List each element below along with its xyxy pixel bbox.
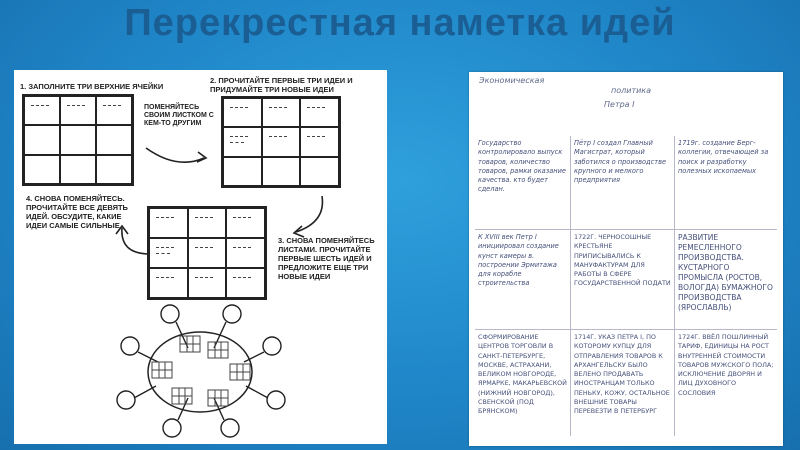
step-1-label: 1. ЗАПОЛНИТЕ ТРИ ВЕРХНИЕ ЯЧЕЙКИ bbox=[20, 82, 164, 91]
step-4-label: 4. СНОВА ПОМЕНЯЙТЕСЬ. ПРОЧИТАЙТЕ ВСЕ ДЕВЯТЬ ИДЕЙ. ОБСУДИТЕ, КАКИЕ ИДЕИ САМЫЕ СИЛЬНЫЕ bbox=[26, 194, 128, 230]
arrow-down-left-icon bbox=[282, 192, 332, 242]
ideas-table bbox=[475, 136, 777, 436]
swap-note: ПОМЕНЯЙТЕСЬ СВОИМ ЛИСТКОМ С КЕМ-ТО ДРУГИМ bbox=[144, 104, 214, 127]
table-cell: К XVIII век Петр I инициировал создание кунст камеры в. построении Эрмитажа для корабле строительства bbox=[475, 230, 571, 330]
slide-title: Перекрестная наметка идей bbox=[124, 2, 676, 44]
handwritten-worksheet bbox=[469, 72, 783, 446]
table-cell: Пётр I создал Главный Магистрат, который заботился о производстве крупного и мелкого предприятия bbox=[571, 136, 675, 230]
table-cell: 1719г. создание Берг-коллегии, отвечающей за поиск и разработку полезных ископаемых bbox=[675, 136, 777, 230]
arrow-right-icon bbox=[142, 140, 212, 170]
step-2-label: 2. ПРОЧИТАЙТЕ ПЕРВЫЕ ТРИ ИДЕИ И ПРИДУМАЙТЕ ТРИ НОВЫЕ ИДЕИ bbox=[210, 76, 353, 94]
table-cell: СФОРМИРОВАНИЕ ЦЕНТРОВ ТОРГОВЛИ В САНКТ-ПЕТЕРБУРГЕ, МОСКВЕ, АСТРАХАНИ, ВЕЛИКОМ НОВГОРОДЕ, ЯРМАРКЕ, МАКАРЬЕВСКОЙ (НИЖНИЙ НОВГОРОД), СВЕНСКОЙ (ПОД БРЯНСКОМ) bbox=[475, 330, 571, 436]
sheet-header-left: Экономическая bbox=[479, 76, 545, 85]
table-cell: РАЗВИТИЕ РЕМЕСЛЕННОГО ПРОИЗВОДСТВА. КУСТАРНОГО ПРОМЫСЛА (РОСТОВ, ВОЛОГДА) БУМАЖНОГО ПРОИЗВОДСТВА (ЯРОСЛАВЛЬ) bbox=[675, 230, 777, 330]
step-3-label: 3. СНОВА ПОМЕНЯЙТЕСЬ ЛИСТАМИ. ПРОЧИТАЙТЕ ПЕРВЫЕ ШЕСТЬ ИДЕЙ И ПРЕДЛОЖИТЕ ЕЩЕ ТРИ НОВЫЕ ИДЕИ bbox=[278, 236, 375, 281]
sheet-header-sub: Петра I bbox=[604, 100, 635, 109]
grid-step-3 bbox=[147, 206, 267, 300]
sheet-header-center: политика bbox=[611, 86, 652, 95]
method-diagram bbox=[14, 70, 387, 444]
table-cell: 1724Г. ВВЁЛ ПОШЛИННЫЙ ТАРИФ, ЕДИНИЦЫ НА РОСТ ВНУТРЕННЕЙ СТОИМОСТИ ТОВАРОВ МУЖСКОГО ПОЛА; ИСКЛЮЧЕНИЕ ДВОРЯН И ЛИЦ ДУХОВНОГО СОСЛОВИЯ bbox=[678, 333, 774, 397]
table-cell: 1722Г. ЧЕРНОСОШНЫЕ КРЕСТЬЯНЕ ПРИПИСЫВАЛИСЬ К МАНУФАКТУРАМ ДЛЯ РАБОТЫ В СФЕРЕ ГОСУДАРСТВЕННОЙ ПОДАТИ bbox=[571, 230, 675, 330]
table-cell: Государство контролировало выпуск товаров, количество товаров, рамки оказание качества. кто будет сделан. bbox=[475, 136, 571, 230]
table-cell: 1714Г. УКАЗ ПЕТРА I, ПО КОТОРОМУ КУПЦУ ДЛЯ ОТПРАВЛЕНИЯ ТОВАРОВ К АРХАНГЕЛЬСКУ БЫЛО ВЕЛЕНО ПРОДАВАТЬ ИНОСТРАНЦАМ ТОЛЬКО ПЕНЬКУ, КОЖУ, ОСТАЛЬНОЕ ВНЕШНИЕ ТОВАРЫ ПЕРЕВЕЗТИ В ПЕТЕРБУРГ bbox=[571, 330, 675, 436]
grid-step-2 bbox=[221, 96, 341, 188]
group-discussion-illustration bbox=[100, 300, 300, 440]
grid-step-1 bbox=[22, 94, 134, 186]
